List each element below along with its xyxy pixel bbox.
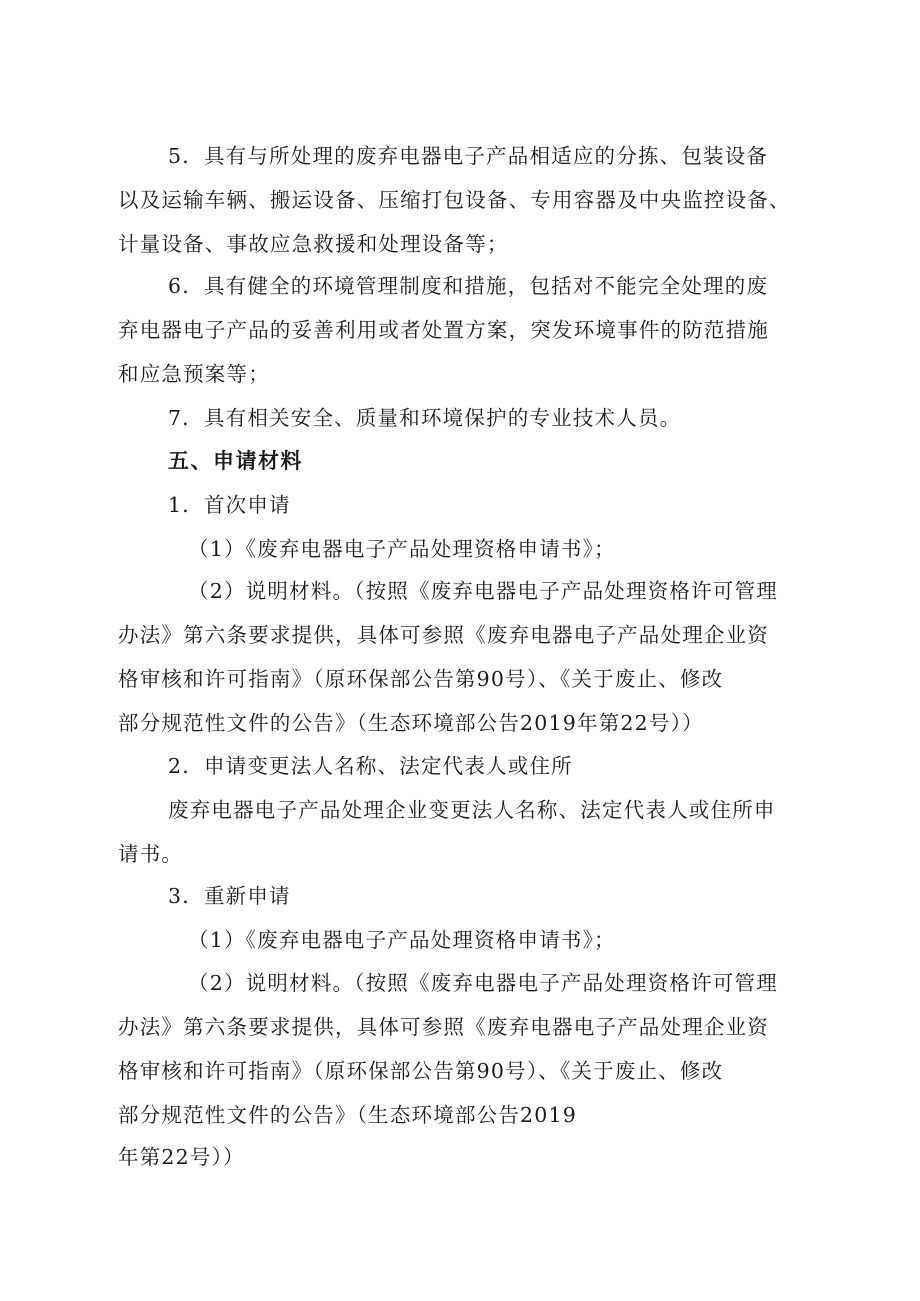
item-6-line-1: 6．具有健全的环境管理制度和措施，包括对不能完全处理的废 <box>168 274 769 298</box>
item-6-line-3: 和应急预案等； <box>118 362 270 386</box>
sub-1-point-2-line-1: （2）说明材料。（按照《废弃电器电子产品处理资格许可管理 <box>188 579 778 603</box>
sub-3-point-1: （1）《废弃电器电子产品处理资格申请书》； <box>188 928 616 952</box>
sub-3-point-2-line-3: 格审核和许可指南》（原环保部公告第90号）、《关于废止、修改 <box>118 1059 724 1083</box>
item-7-line-1: 7．具有相关安全、质量和环境保护的专业技术人员。 <box>168 406 682 430</box>
sub-2-body-line-2: 请书。 <box>118 842 184 866</box>
item-5-line-2: 以及运输车辆、搬运设备、压缩打包设备、专用容器及中央监控设备、 <box>118 188 791 212</box>
sub-3-point-2-line-4: 部分规范性文件的公告》（生态环境部公告2019 <box>118 1103 578 1127</box>
sub-3-point-2-line-5: 年第22号）） <box>118 1145 245 1169</box>
sub-2-title: 2．申请变更法人名称、法定代表人或住所 <box>168 754 573 778</box>
item-5-line-3: 计量设备、事故应急救援和处理设备等； <box>118 232 509 256</box>
sub-1-title: 1．首次申请 <box>168 493 291 517</box>
sub-3-title: 3．重新申请 <box>168 884 291 908</box>
sub-2-body-line-1: 废弃电器电子产品处理企业变更法人名称、法定代表人或住所申 <box>168 798 776 822</box>
sub-1-point-2-line-2: 办法》第六条要求提供，具体可参照《废弃电器电子产品处理企业资 <box>118 623 769 647</box>
sub-1-point-2-line-3: 格审核和许可指南》（原环保部公告第90号）、《关于废止、修改 <box>118 667 724 691</box>
sub-3-point-2-line-2: 办法》第六条要求提供，具体可参照《废弃电器电子产品处理企业资 <box>118 1015 769 1039</box>
section-heading: 五、申请材料 <box>168 449 303 473</box>
sub-1-point-1: （1）《废弃电器电子产品处理资格申请书》； <box>188 537 616 561</box>
sub-3-point-2-line-1: （2）说明材料。（按照《废弃电器电子产品处理资格许可管理 <box>188 971 778 995</box>
item-6-line-2: 弃电器电子产品的妥善利用或者处置方案，突发环境事件的防范措施 <box>118 318 769 342</box>
item-5-line-1: 5．具有与所处理的废弃电器电子产品相适应的分拣、包装设备 <box>168 144 769 168</box>
sub-1-point-2-line-4: 部分规范性文件的公告》（生态环境部公告2019年第22号）） <box>118 711 704 735</box>
